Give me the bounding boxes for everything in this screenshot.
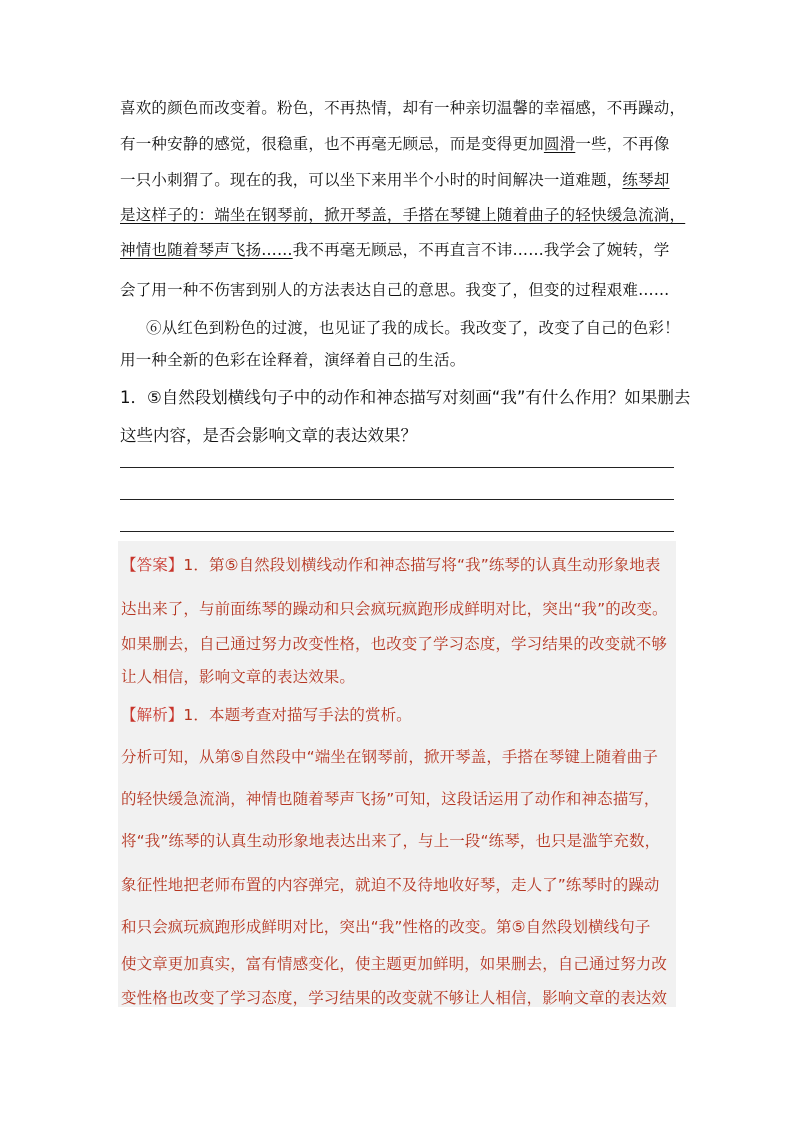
answer-writing-line [120, 499, 674, 500]
answer-writing-line [120, 467, 674, 468]
passage-line: 喜欢的颜色而改变着。粉色，不再热情，却有一种亲切温馨的幸福感，不再躁动， [120, 99, 686, 117]
analysis-line: 和只会疯玩疯跑形成鲜明对比，突出“我”性格的改变。第⑤自然段划横线句子 [121, 918, 651, 936]
answer-writing-line [120, 531, 674, 532]
passage-line: 神情也随着琴声飞扬……我不再毫无顾忌，不再直言不讳……我学会了婉转，学 [120, 241, 670, 259]
answer-line: 达出来了，与前面练琴的躁动和只会疯玩疯跑形成鲜明对比，突出“我”的改变。 [121, 600, 668, 618]
underlined-sentence: 神情也随着琴声飞扬…… [120, 241, 293, 259]
answer-line: 让人相信，影响文章的表达效果。 [121, 668, 356, 686]
underlined-sentence: 练琴却 [622, 171, 670, 189]
analysis-line: 使文章更加真实，富有情感变化，使主题更加鲜明，如果删去，自己通过努力改 [121, 955, 668, 973]
answer-tag: 【答案】 [121, 556, 184, 574]
analysis-line: 【解析】1．本题考查对描写手法的赏析。 [121, 706, 412, 724]
paragraph-6-line: 用一种全新的色彩在诠释着，演绎着自己的生活。 [120, 351, 466, 369]
analysis-line: 象征性地把老师布置的内容弹完，就迫不及待地收好琴，走人了”练琴时的躁动 [121, 876, 660, 894]
question-text: 1．⑤自然段划横线句子中的动作和神态描写对刻画“我”有什么作用？如果删去 [120, 388, 691, 407]
passage-line: 会了用一种不伤害到别人的方法表达自己的意思。我变了，但变的过程艰难…… [120, 281, 670, 299]
question-text: 这些内容，是否会影响文章的表达效果？ [120, 426, 417, 445]
passage-line: 一只小刺猬了。现在的我，可以坐下来用半个小时的时间解决一道难题，练琴却 [120, 171, 670, 189]
analysis-tag: 【解析】 [121, 706, 184, 724]
answer-line: 如果删去，自己通过努力改变性格，也改变了学习态度，学习结果的改变就不够 [121, 635, 668, 653]
answer-line: 【答案】1．第⑤自然段划横线动作和神态描写将“我”练琴的认真生动形象地表 [121, 556, 661, 574]
underlined-word: 圆滑 [543, 135, 576, 153]
paragraph-6-line: ⑥从红色到粉色的过渡，也见证了我的成长。我改变了，改变了自己的色彩！ [146, 319, 680, 337]
underlined-sentence: 是这样子的：端坐在钢琴前，掀开琴盖，手搭在琴键上随着曲子的轻快缓急流淌， [120, 206, 686, 224]
analysis-line: 将“我”练琴的认真生动形象地表达出来了，与上一段“练琴，也只是滥竽充数， [121, 832, 661, 850]
analysis-line: 的轻快缓急流淌，神情也随着琴声飞扬”可知，这段话运用了动作和神态描写， [121, 790, 660, 808]
analysis-line: 变性格也改变了学习态度，学习结果的改变就不够让人相信，影响文章的表达效 [121, 989, 668, 1007]
passage-line: 有一种安静的感觉，很稳重，也不再毫无顾忌，而是变得更加圆滑一些，不再像 [120, 135, 670, 153]
analysis-line: 分析可知，从第⑤自然段中“端坐在钢琴前，掀开琴盖，手搭在琴键上随着曲子 [121, 748, 658, 766]
